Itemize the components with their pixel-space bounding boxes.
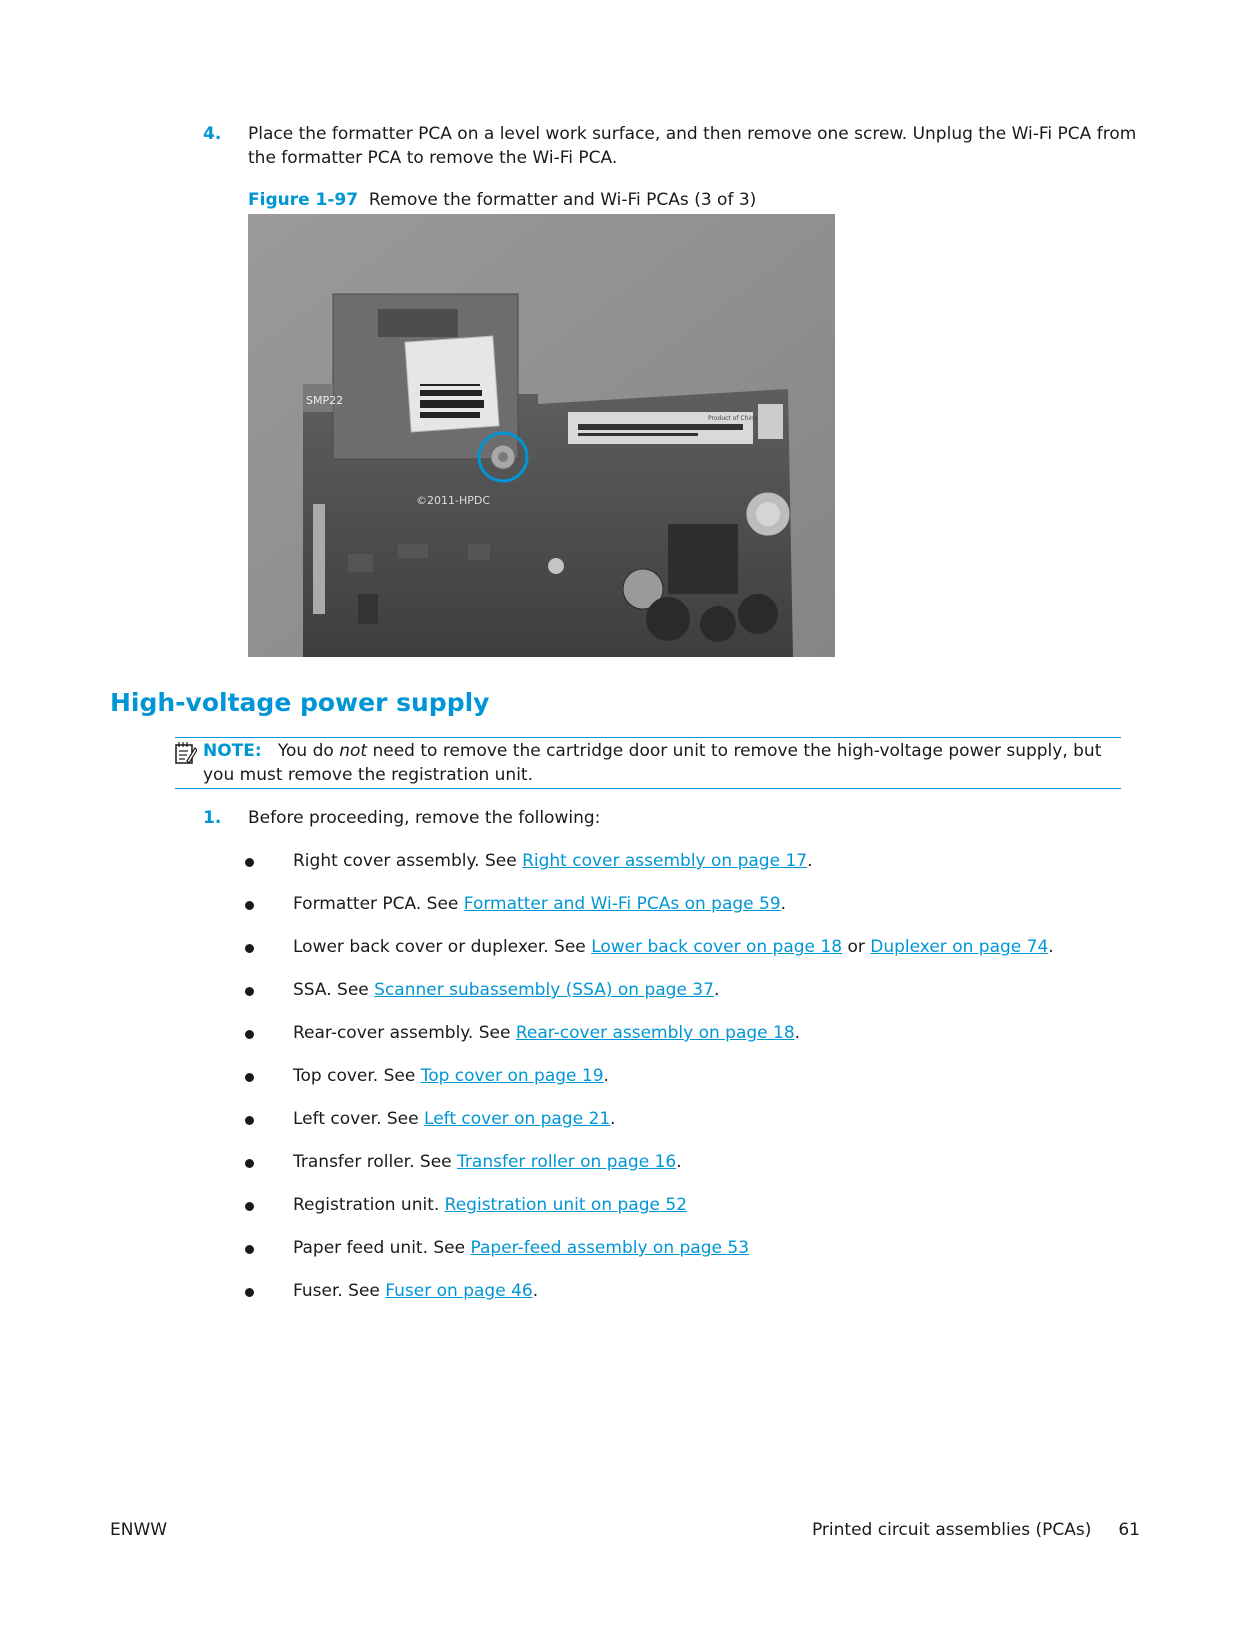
list-item-prefix: Fuser. See xyxy=(293,1281,386,1301)
cross-reference-link[interactable]: Right cover assembly on page 17 xyxy=(522,851,808,871)
figure-photo xyxy=(248,214,835,657)
figure-caption-text: Remove the formatter and Wi-Fi PCAs (3 of 3) xyxy=(368,190,757,210)
list-item-prefix: Rear-cover assembly. See xyxy=(293,1023,516,1043)
note-icon xyxy=(175,741,197,770)
bullet-icon xyxy=(245,1245,254,1254)
note-line1 xyxy=(203,741,1101,761)
list-item-text xyxy=(293,937,1054,957)
note-text-after: need to remove the cartridge door unit to remove the high-voltage power supply, but xyxy=(367,741,1102,761)
bullet-icon xyxy=(245,1159,254,1168)
cross-reference-link[interactable]: Lower back cover on page 18 xyxy=(591,937,843,957)
bullet-icon xyxy=(245,1073,254,1082)
footer-section: Printed circuit assemblies (PCAs) xyxy=(811,1520,1092,1540)
list-item-suffix: . xyxy=(780,894,787,914)
cross-reference-link[interactable]: Formatter and Wi-Fi PCAs on page 59 xyxy=(463,894,781,914)
list-item-text xyxy=(293,1281,538,1301)
list-item-suffix: . xyxy=(794,1023,801,1043)
list-item-prefix: Transfer roller. See xyxy=(293,1152,458,1172)
list-item-suffix: . xyxy=(676,1152,682,1172)
footer-left: ENWW xyxy=(110,1520,168,1540)
bullet-icon xyxy=(245,858,254,867)
step-text-line2: the formatter PCA to remove the Wi-Fi PCA. xyxy=(248,148,618,168)
page-number: 61 xyxy=(1118,1520,1140,1540)
list-item-prefix: Formatter PCA. See xyxy=(293,894,464,914)
cross-reference-link[interactable]: Rear-cover assembly on page 18 xyxy=(515,1023,795,1043)
cross-reference-link[interactable]: Scanner subassembly (SSA) on page 37 xyxy=(374,980,714,1000)
cross-reference-link[interactable]: Left cover on page 21 xyxy=(424,1109,611,1129)
cross-reference-link[interactable]: Fuser on page 46 xyxy=(385,1281,533,1301)
bullet-icon xyxy=(245,987,254,996)
bullet-icon xyxy=(245,1202,254,1211)
list-item-prefix: Paper feed unit. See xyxy=(293,1238,471,1258)
bullet-icon xyxy=(245,1116,254,1125)
cross-reference-link[interactable]: Duplexer on page 74 xyxy=(870,937,1049,957)
list-item-suffix: . xyxy=(713,980,720,1000)
list-item-text xyxy=(293,894,786,914)
board-label-china: Product of China xyxy=(708,415,758,422)
step-number: 1. xyxy=(203,808,222,828)
cross-reference-link[interactable]: Paper-feed assembly on page 53 xyxy=(470,1238,750,1258)
bullet-icon xyxy=(245,944,254,953)
list-item-prefix: Registration unit. xyxy=(293,1195,445,1215)
note-line2: you must remove the registration unit. xyxy=(203,765,533,785)
list-item-suffix: . xyxy=(532,1281,539,1301)
list-item-prefix: Left cover. See xyxy=(293,1109,425,1129)
footer-right xyxy=(812,1520,1140,1540)
section-title: High-voltage power supply xyxy=(110,688,490,717)
cross-reference-link[interactable]: Top cover on page 19 xyxy=(420,1066,604,1086)
list-item-prefix: Lower back cover or duplexer. See xyxy=(293,937,592,957)
board-label-copyright: ©2011-HPDC xyxy=(416,494,491,507)
bullet-icon xyxy=(245,901,254,910)
figure-caption xyxy=(248,190,756,210)
list-item-suffix: . xyxy=(610,1109,616,1129)
board-label-smp: SMP22 xyxy=(306,394,344,407)
list-item-text xyxy=(293,1023,800,1043)
list-item-text xyxy=(293,1195,687,1215)
list-item-text xyxy=(293,851,813,871)
list-item-suffix: . xyxy=(603,1066,609,1086)
list-item-prefix: Right cover assembly. See xyxy=(293,851,523,871)
list-item-text xyxy=(293,1066,609,1086)
list-item-text xyxy=(293,1238,749,1258)
step-text-line1: Place the formatter PCA on a level work surface, and then remove one screw. Unplug the Wi-Fi PCA from xyxy=(248,124,1137,144)
note-label: NOTE: xyxy=(203,741,262,761)
step-number: 4. xyxy=(203,124,222,144)
list-item-prefix: SSA. See xyxy=(293,980,375,1000)
pca-photo-illustration xyxy=(248,214,835,657)
list-item-middle: or xyxy=(842,937,871,957)
figure-label: Figure 1-97 xyxy=(248,190,359,210)
list-item-suffix: . xyxy=(1048,937,1054,957)
cross-reference-link[interactable]: Transfer roller on page 16 xyxy=(457,1152,677,1172)
note-text-before: You do xyxy=(277,741,340,761)
list-item-prefix: Top cover. See xyxy=(293,1066,421,1086)
cross-reference-link[interactable]: Registration unit on page 52 xyxy=(444,1195,688,1215)
note-text-emphasis: not xyxy=(339,741,368,761)
list-item-text xyxy=(293,1109,616,1129)
list-item-text xyxy=(293,980,719,1000)
bullet-icon xyxy=(245,1030,254,1039)
bullet-icon xyxy=(245,1288,254,1297)
step-text: Before proceeding, remove the following: xyxy=(248,808,601,828)
list-item-text xyxy=(293,1152,682,1172)
list-item-suffix: . xyxy=(807,851,813,871)
